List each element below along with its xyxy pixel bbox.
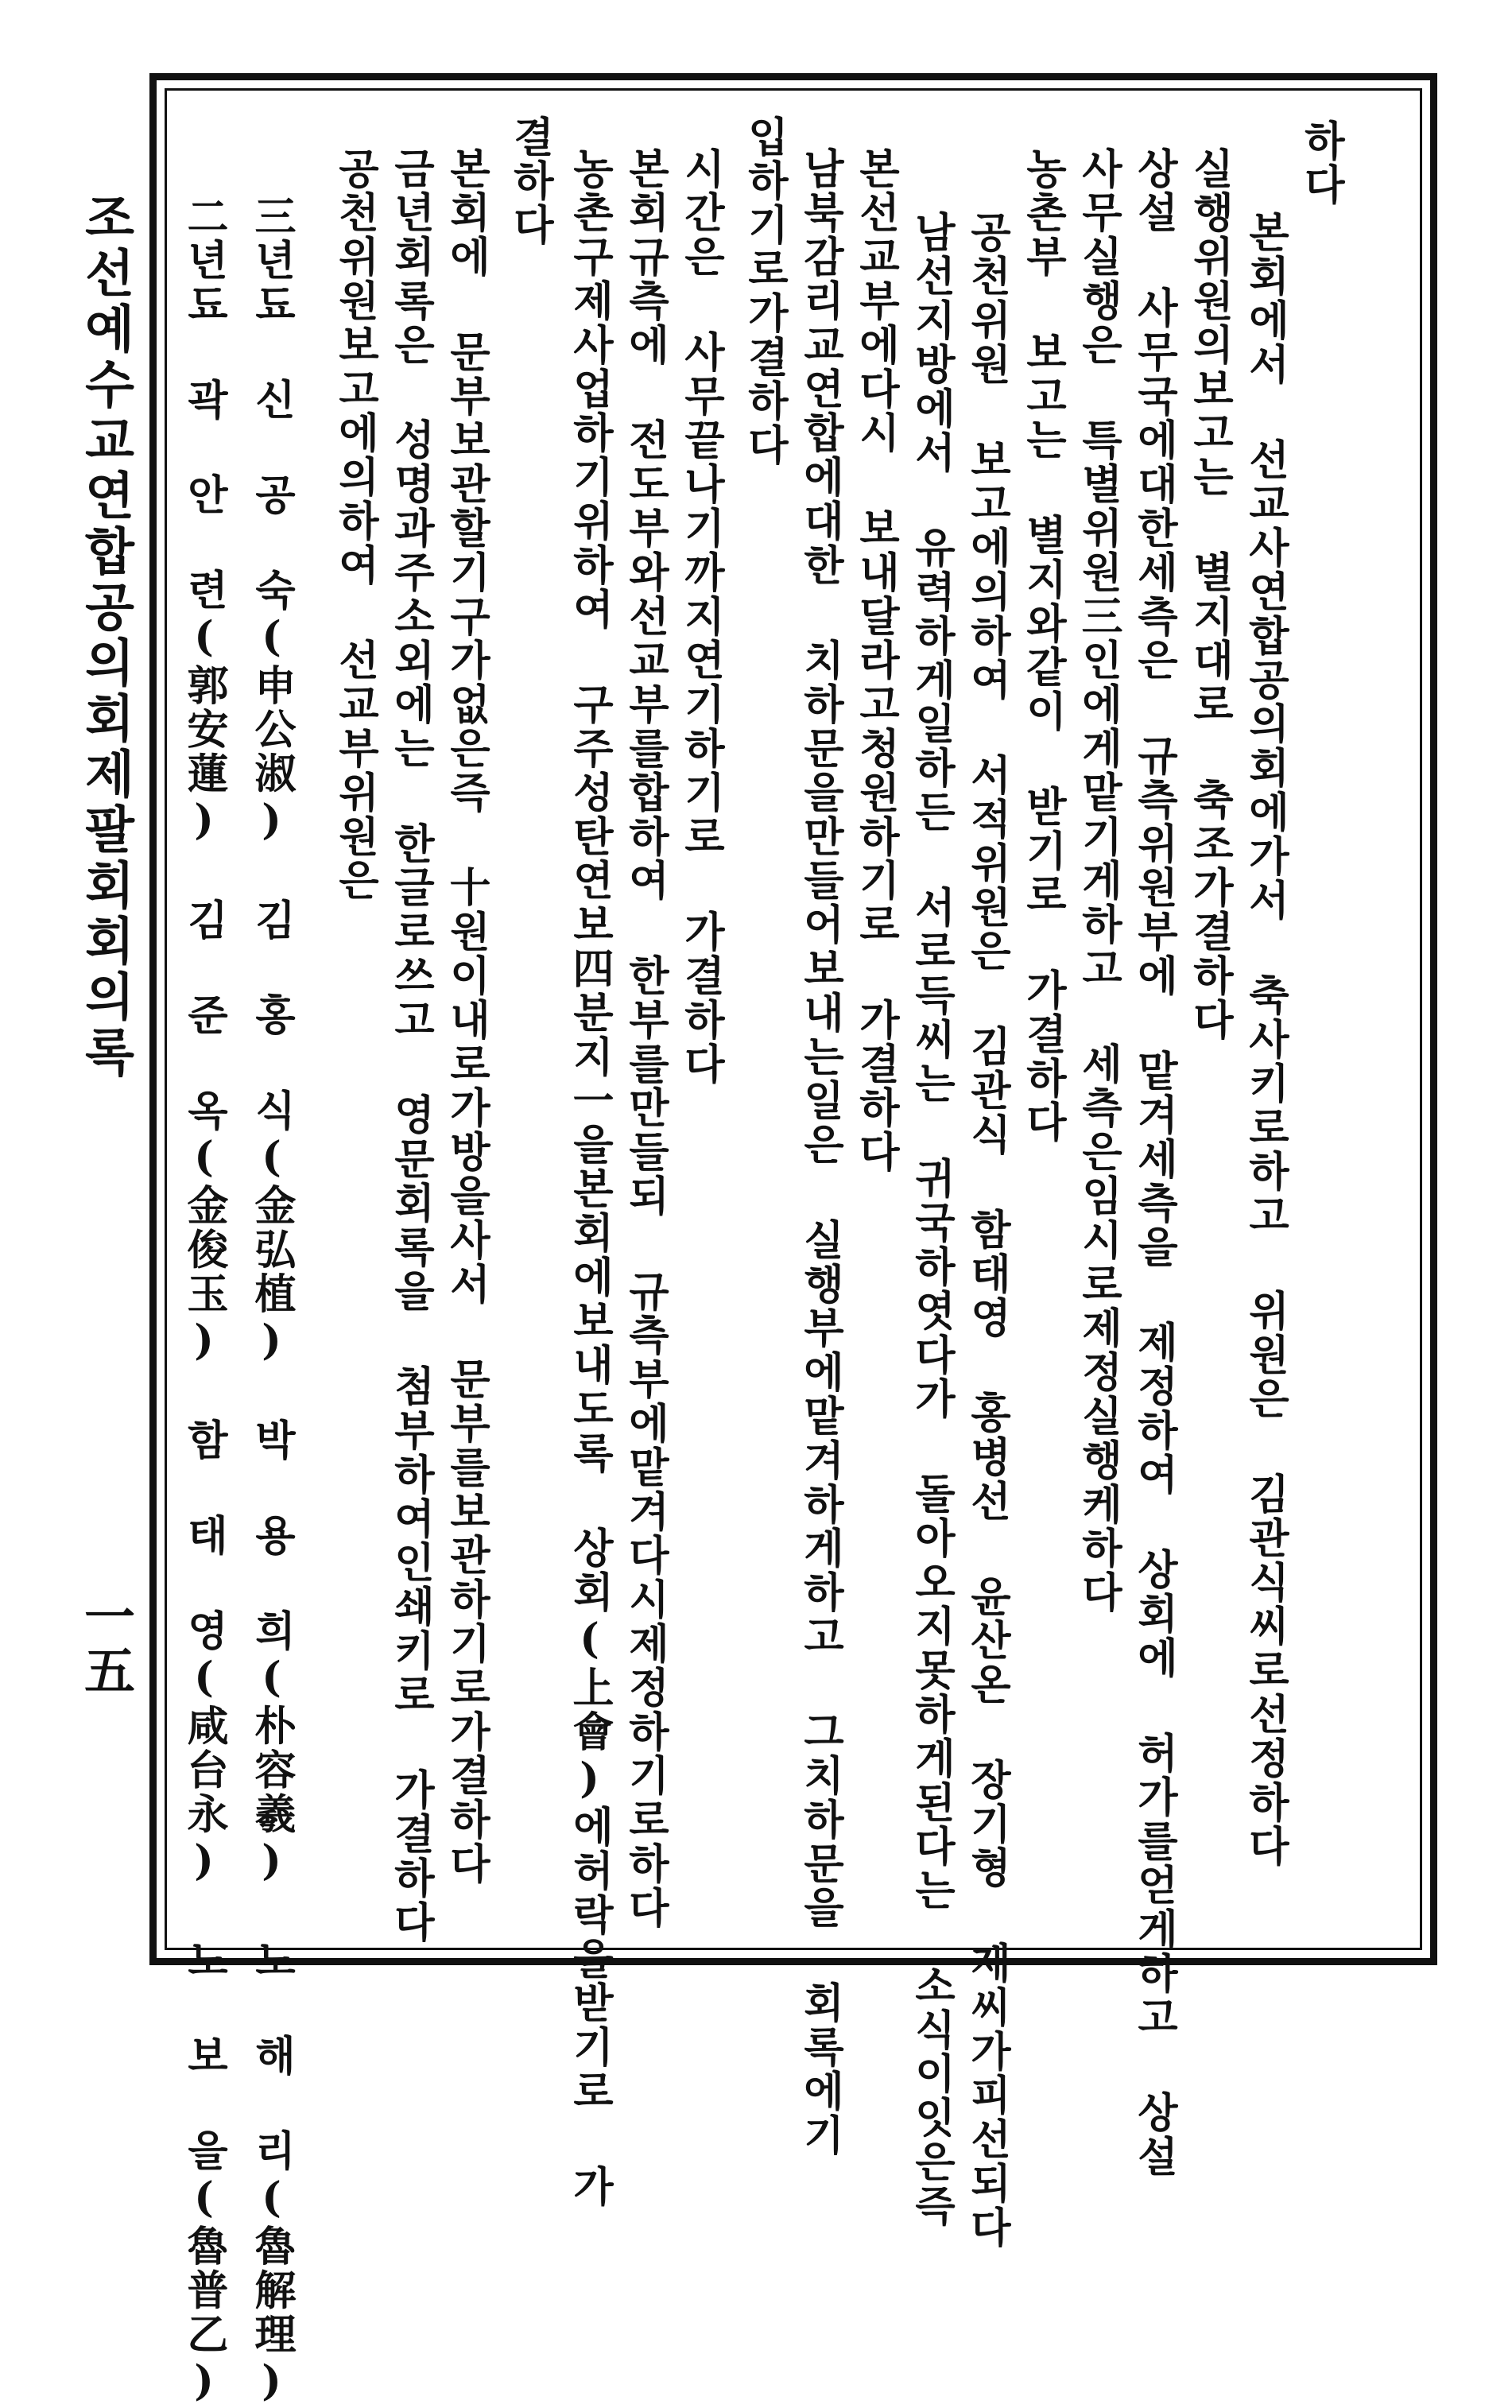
text-column: 三년됴 신 공 숙(申公淑) 김 홍 식(金弘植) 박 용 희(朴容羲) 노 해 리(魯解理) bbox=[247, 195, 296, 2408]
text-column: 하다 bbox=[1297, 119, 1345, 207]
text-column: 본회에서 선교사연합공의회에가서 축사키로하고 위원은 김관식씨로선정하다 bbox=[1241, 211, 1289, 1869]
text-column: 남선지방에서 유력하게일하든 서로득씨는 귀국하엿다가 돌아오지못하게된다는 소식이잇은즉 bbox=[907, 211, 956, 2228]
text-column: 금년회록은 성명과주소외에는 한글로쓰고 영문회록을 첨부하여인쇄키로 가결하다 bbox=[386, 147, 435, 1945]
text-column: 농촌부 보고는 별지와같이 받기로 가결하다 bbox=[1018, 147, 1067, 1145]
text-column: 공천위원보고에의하여 선교부위원은 bbox=[331, 147, 379, 903]
text-column: 결하다 bbox=[506, 115, 554, 248]
text-column: 본선교부에다시 보내달라고청원하기로 가결하다 bbox=[851, 147, 900, 1175]
running-title: 조선예수교연합공의회제팔회회의록 bbox=[76, 191, 135, 1081]
text-column: 二년됴 곽 안 련(郭安蓮) 김 준 옥(金俊玉) 함 태 영(咸台永) 노 보 을(魯普乙) bbox=[180, 195, 228, 2408]
text-column: 본회규측에 전도부와선교부를합하여 한부를만들되 규측부에맡겨다시제정하기로하다 bbox=[621, 147, 669, 1930]
text-column: 시간은 사무끝나기까지연기하기로 가결하다 bbox=[677, 147, 725, 1087]
text-column: 사무실행은 특별위원三인에게맡기게하고 세측은임시로제정실행케하다 bbox=[1074, 147, 1122, 1615]
text-column: 입하기로가결하다 bbox=[740, 115, 789, 468]
page-number: 一五 bbox=[76, 1590, 135, 1698]
text-column: 공천위원 보고에의하여 서적위원은 김관식 함태영 홍병선 윤산온 장기형 제씨가피선되다 bbox=[963, 211, 1011, 2250]
text-column: 농촌구제사업하기위하여 구주성탄연보四분지一을본회에보내도록 상회(上會)에허락을받기로 가 bbox=[565, 147, 614, 2209]
text-column: 상설 사무국에대한세측은 규측위원부에 맡겨세측을 제정하여 상회에 허가를얻게하고 상설 bbox=[1130, 147, 1178, 2179]
text-column: 실행위원의보고는 별지대로 축조가결하다 bbox=[1185, 147, 1234, 1042]
text-column: 본회에 문부보관할기구가없은즉 十원이내로가방을사서 문부를보관하기로가결하다 bbox=[442, 147, 490, 1886]
text-column: 남북감리교연합에대한 치하문을만들어보내는일은 실행부에맡겨하게하고 그치하문을 회록에기 bbox=[796, 147, 844, 2158]
